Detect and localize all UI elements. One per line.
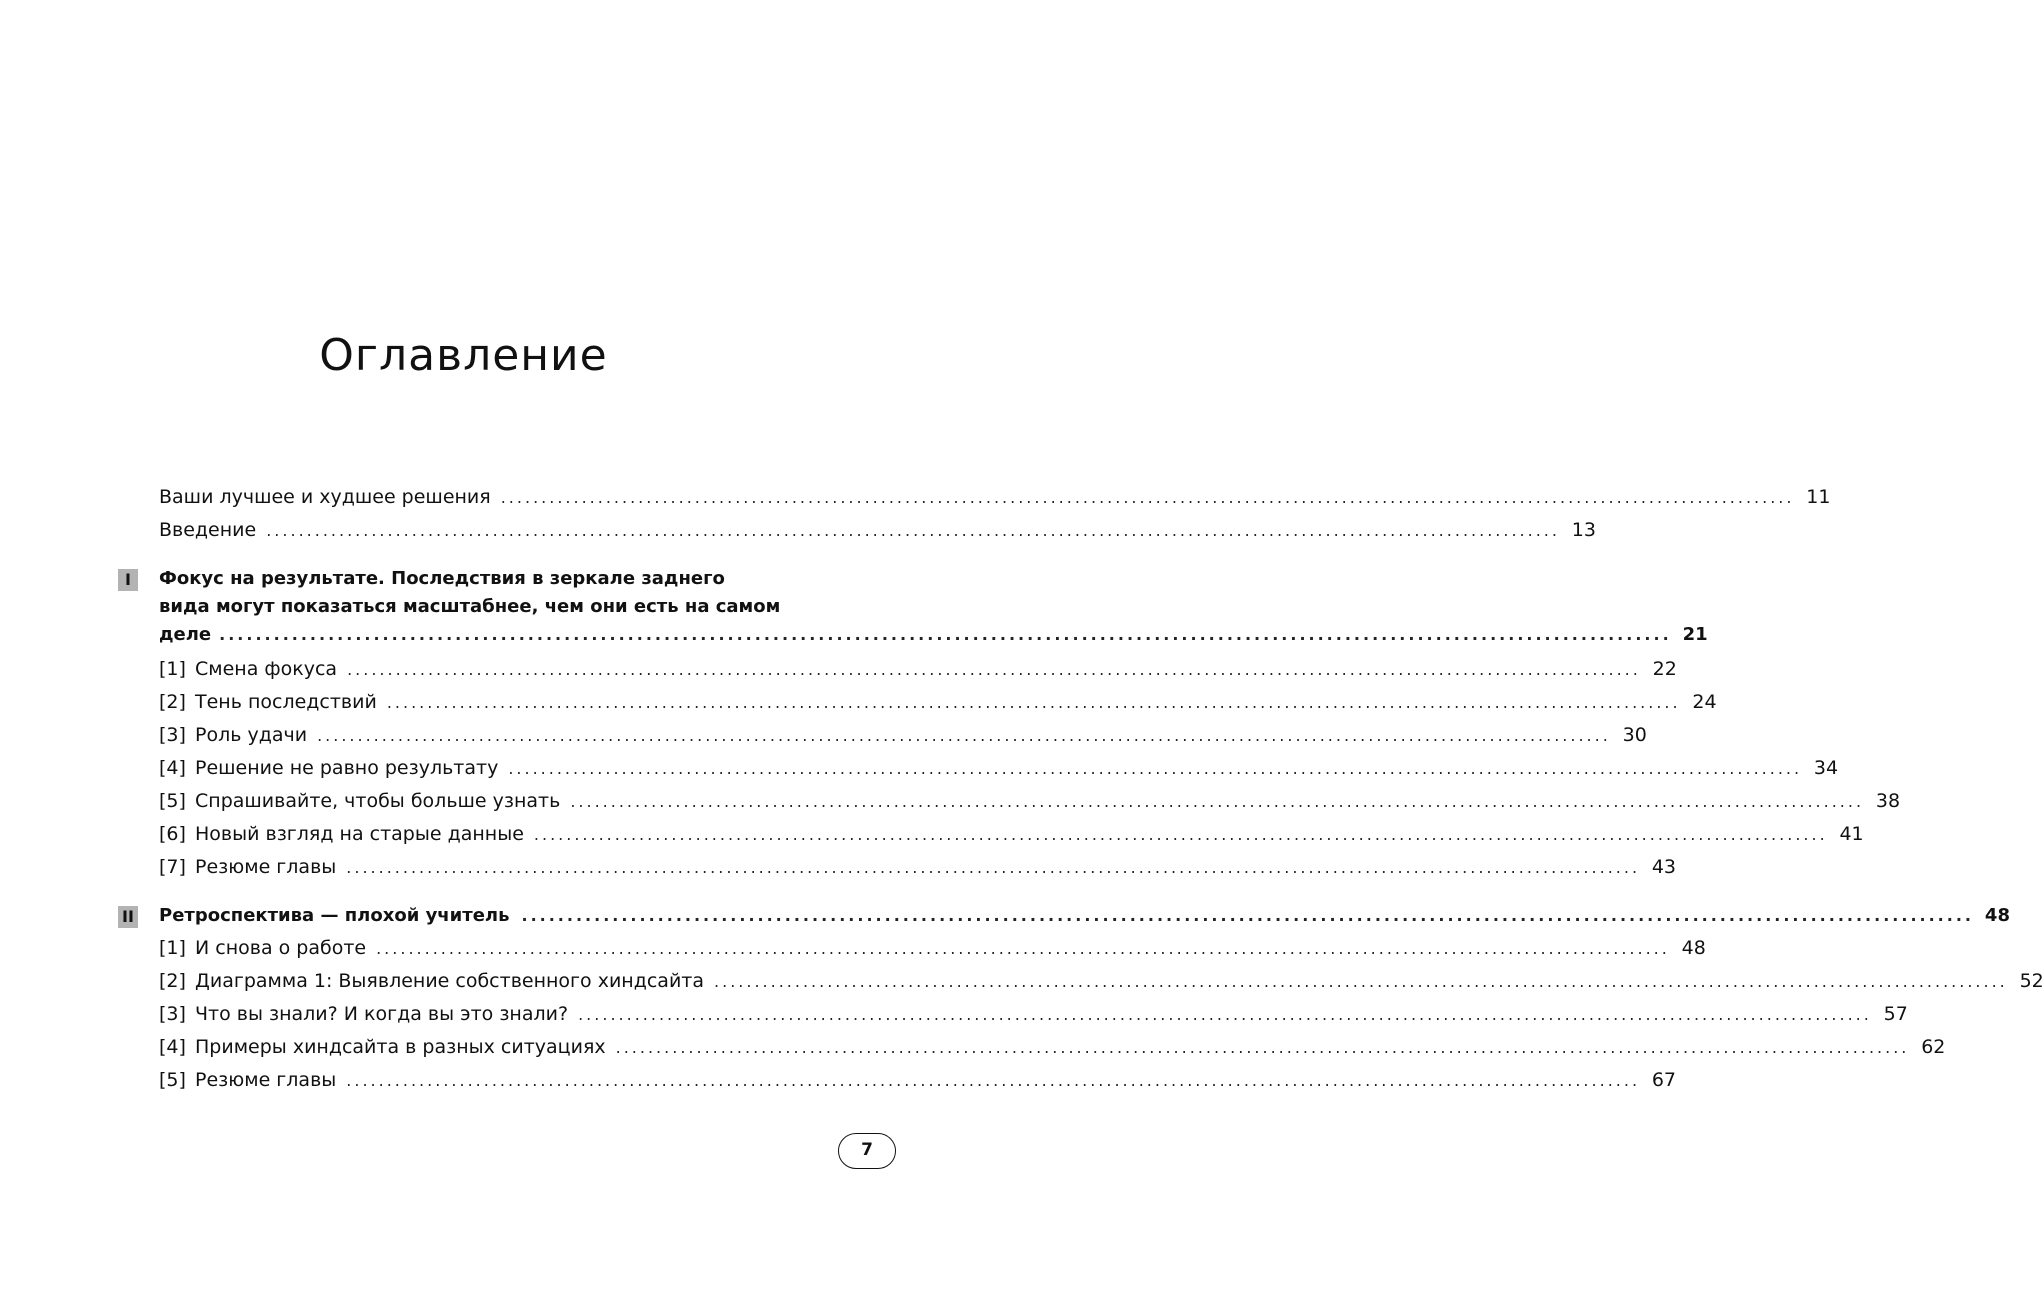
chapter-label: Тень последствий <box>195 691 377 713</box>
dot-leader <box>508 752 1802 785</box>
dot-leader <box>387 686 1681 719</box>
chapter-number: [4] <box>159 757 186 779</box>
toc-entry-best-worst-decisions[interactable] <box>159 481 1831 514</box>
chapter-label: Примеры хиндсайта в разных ситуациях <box>195 1036 606 1058</box>
chapter-page: 22 <box>1652 658 1677 680</box>
chapter-page: 41 <box>1839 823 1864 845</box>
toc-entry-label: Введение <box>159 519 257 541</box>
chapter-number: [6] <box>159 823 186 845</box>
part-title-label: деле <box>159 624 212 645</box>
dot-leader <box>347 653 1641 686</box>
chapter-label: Новый взгляд на старые данные <box>195 823 524 845</box>
chapter-label: Что вы знали? И когда вы это знали? <box>195 1003 569 1025</box>
chapter-number: [1] <box>159 937 186 959</box>
part-title-last-line[interactable] <box>159 621 1708 649</box>
chapter-label: Роль удачи <box>195 724 308 746</box>
chapter-page: 34 <box>1813 757 1839 779</box>
dot-leader <box>521 902 1974 930</box>
dot-leader <box>219 621 1672 649</box>
toc-entry-page: 11 <box>1806 486 1831 508</box>
toc-chapter-entry[interactable] <box>159 1064 1677 1097</box>
chapter-label: Резюме главы <box>195 1069 337 1091</box>
toc-chapter-entry[interactable] <box>159 686 1717 719</box>
dot-leader <box>346 851 1640 884</box>
toc-chapter-entry[interactable] <box>159 998 1908 1031</box>
dot-leader <box>578 998 1872 1031</box>
chapter-number: [4] <box>159 1036 186 1058</box>
part-title-last-line[interactable] <box>159 902 2010 930</box>
page-title: Оглавление <box>319 330 608 381</box>
dot-leader <box>714 965 2008 998</box>
dot-leader <box>346 1064 1640 1097</box>
part-title-line[interactable]: вида могут показаться масштабнее, чем они есть на самом <box>159 596 781 617</box>
chapter-label: Резюме главы <box>195 856 337 878</box>
part-page: 48 <box>1984 905 2010 926</box>
chapter-label: Решение не равно результату <box>195 757 499 779</box>
chapter-label: Диаграмма 1: Выявление собственного хиндсайта <box>195 970 705 992</box>
chapter-label: И снова о работе <box>195 937 367 959</box>
chapter-page: 62 <box>1921 1036 1946 1058</box>
chapter-number: [5] <box>159 1069 186 1091</box>
dot-leader <box>501 481 1795 514</box>
toc-part-2 <box>122 902 2010 930</box>
toc-part-1 <box>125 565 1708 649</box>
table-of-contents <box>122 481 2044 1097</box>
part-page: 21 <box>1682 624 1708 645</box>
chapter-page: 67 <box>1651 1069 1677 1091</box>
dot-leader <box>616 1031 1910 1064</box>
chapter-label: Смена фокуса <box>195 658 338 680</box>
chapter-number: [1] <box>159 658 186 680</box>
chapter-page: 30 <box>1622 724 1647 746</box>
part-title-label: Ретроспектива — плохой учитель <box>159 905 510 926</box>
toc-chapter-entry[interactable] <box>159 965 2044 998</box>
chapter-page: 38 <box>1875 790 1901 812</box>
toc-chapter-entry[interactable] <box>159 818 1864 851</box>
dot-leader <box>376 932 1670 965</box>
chapter-page: 52 <box>2019 970 2044 992</box>
dot-leader <box>266 514 1560 547</box>
toc-entry-introduction[interactable] <box>159 514 1596 547</box>
toc-chapter-entry[interactable] <box>159 653 1677 686</box>
part-2-chapters <box>159 932 2044 1097</box>
chapter-number: [7] <box>159 856 186 878</box>
part-title-line[interactable]: Фокус на результате. Последствия в зеркале заднего <box>159 568 725 589</box>
toc-entry-page: 13 <box>1571 519 1596 541</box>
chapter-page: 24 <box>1692 691 1717 713</box>
chapter-label: Спрашивайте, чтобы больше узнать <box>195 790 561 812</box>
toc-chapter-entry[interactable] <box>159 752 1839 785</box>
chapter-number: [3] <box>159 1003 186 1025</box>
chapter-number: [2] <box>159 970 186 992</box>
chapter-page: 43 <box>1651 856 1677 878</box>
chapter-number: [3] <box>159 724 186 746</box>
dot-leader <box>570 785 1864 818</box>
part-marker: I <box>118 569 138 591</box>
part-1-chapters <box>159 653 1901 884</box>
toc-entry-label: Ваши лучшее и худшее решения <box>159 486 491 508</box>
chapter-page: 57 <box>1883 1003 1908 1025</box>
chapter-page: 48 <box>1681 937 1706 959</box>
toc-chapter-entry[interactable] <box>159 932 1706 965</box>
chapter-number: [5] <box>159 790 186 812</box>
dot-leader <box>317 719 1611 752</box>
toc-chapter-entry[interactable] <box>159 851 1677 884</box>
toc-chapter-entry[interactable] <box>159 785 1901 818</box>
chapter-number: [2] <box>159 691 186 713</box>
dot-leader <box>534 818 1828 851</box>
part-marker: II <box>118 906 138 928</box>
toc-chapter-entry[interactable] <box>159 719 1647 752</box>
page-number-badge: 7 <box>838 1133 896 1169</box>
toc-chapter-entry[interactable] <box>159 1031 1946 1064</box>
